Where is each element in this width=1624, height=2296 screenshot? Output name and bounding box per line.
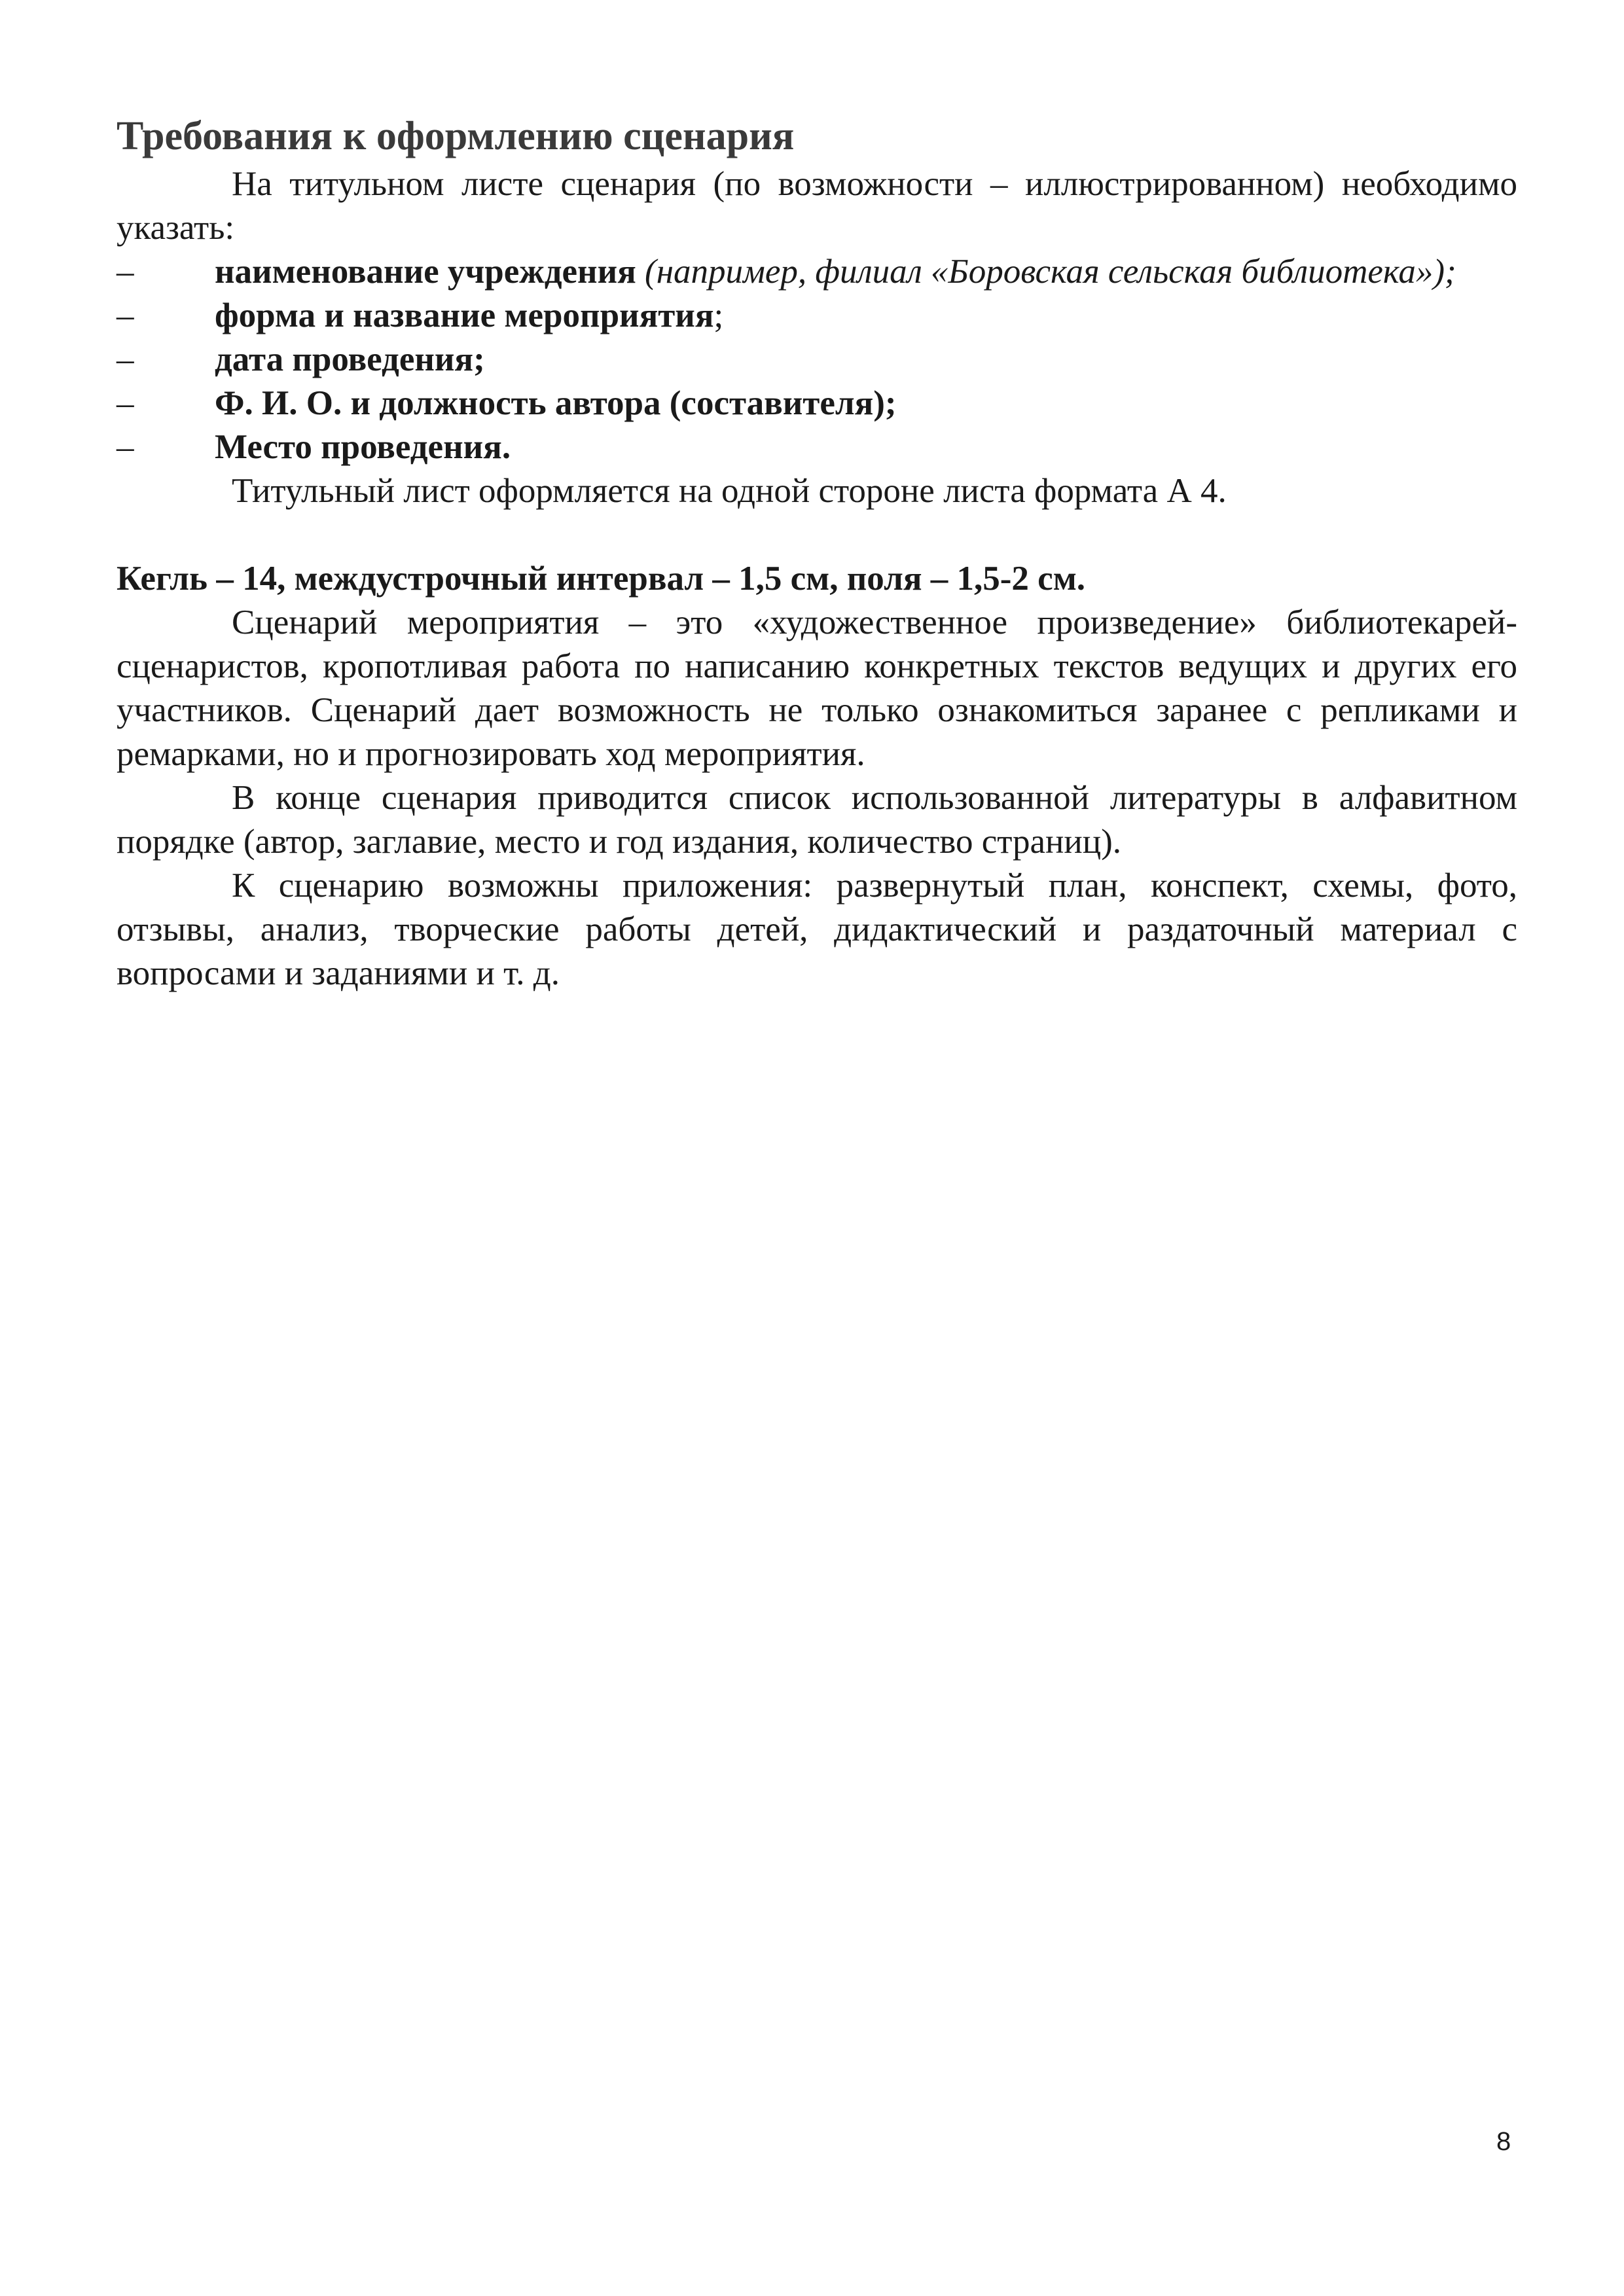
paragraph-spacer [117,513,1517,557]
bullet-item-author [117,382,1517,425]
intro-paragraph: На титульном листе сценария (по возможности – иллюстрированном) необходимо указать: [117,165,1517,247]
dash-marker: – [117,253,134,291]
dash-marker: – [117,384,134,422]
document-page [117,110,1517,996]
dash-marker: – [117,340,134,378]
section-title: Требования к оформлению сценария [117,114,795,158]
title-page-note: Титульный лист оформляется на одной стороне листа формата А 4. [232,472,1227,510]
bullet-item-date [117,338,1517,382]
bullet-bold-text: форма и название мероприятия [215,296,714,334]
bullet-bold-text: наименование учреждения [215,253,636,291]
bullet-item-place [117,425,1517,469]
body-paragraph: Сценарий мероприятия – это «художественное произведение» библиотекарей-сценаристов, кропотливая работа по написанию конкретных текстов ведущих и других его участников. Сценарий дает возможность не только ознакомиться заранее с репликами и ремарками, но и прогнозировать ход мероприятия. [117,603,1517,773]
bullet-item-form-name [117,294,1517,338]
bullet-body [215,294,1517,338]
bullet-bold-text: Место проведения. [215,428,511,466]
bullet-body [215,250,1517,294]
bullet-italic-text: (например, филиал «Боровская сельская библиотека»); [636,253,1456,291]
bullet-bold-text: дата проведения; [215,340,485,378]
dash-marker: – [117,296,134,334]
page-number: 8 [1496,2127,1511,2156]
bullet-bold-text: Ф. И. О. и должность автора (составителя); [215,384,897,422]
bullet-item-institution [117,250,1517,294]
body-paragraph: В конце сценария приводится список использованной литературы в алфавитном порядке (автор, заглавие, место и год издания, количество страниц). [117,779,1517,861]
body-paragraph: К сценарию возможны приложения: развернутый план, конспект, схемы, фото, отзывы, анализ, творческие работы детей, дидактический и раздаточный материал с вопросами и заданиями и т. д. [117,867,1517,992]
format-requirements: Кегль – 14, междустрочный интервал – 1,5 см, поля – 1,5-2 см. [117,560,1086,598]
dash-marker: – [117,428,134,466]
bullet-tail-text: ; [713,296,724,334]
